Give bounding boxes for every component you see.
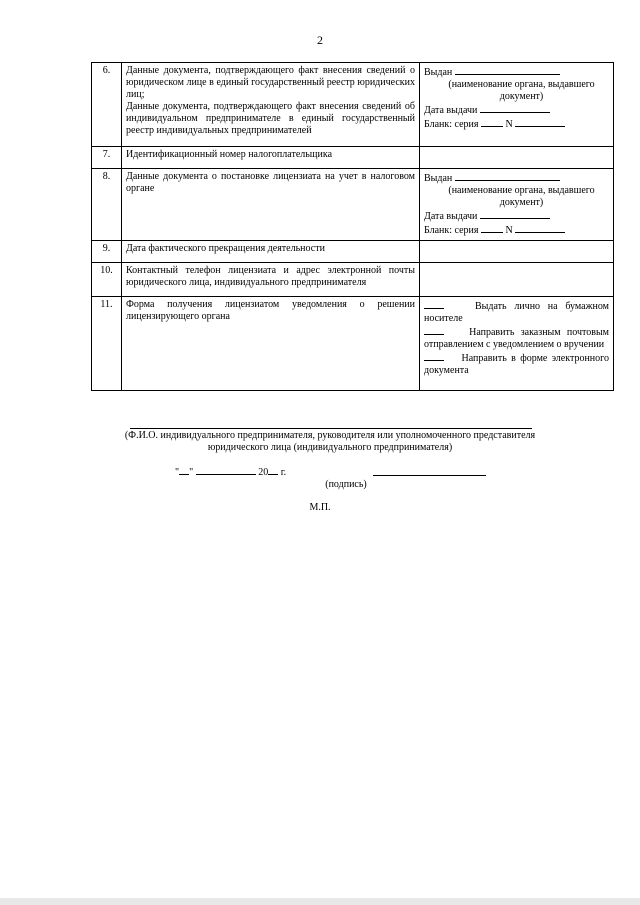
row-number: 10. bbox=[92, 263, 122, 297]
organ-hint: (наименование органа, выдавшего документ) bbox=[448, 185, 595, 208]
blank-series-label: Бланк: серия bbox=[424, 225, 479, 236]
number-sign: N bbox=[505, 119, 513, 130]
option-label: Направить заказным почтовым отправлением с уведомлением о вручении bbox=[424, 327, 609, 350]
delivery-options bbox=[420, 297, 614, 391]
option-checkbox-line[interactable] bbox=[424, 299, 444, 309]
fio-label: (Ф.И.О. индивидуального предпринимателя, руководителя или уполномоченного представителя юридического лица (индивидуального предпринимателя) bbox=[124, 430, 536, 453]
number-input-line[interactable] bbox=[515, 117, 565, 127]
number-input-line[interactable] bbox=[515, 223, 565, 233]
delivery-option[interactable] bbox=[424, 325, 609, 351]
row-description: Данные документа о постановке лицензиата на учет в налоговом органе bbox=[122, 169, 420, 241]
number-sign: N bbox=[505, 225, 513, 236]
issued-label: Выдан bbox=[424, 173, 453, 184]
document-details-field bbox=[420, 63, 614, 147]
series-input-line[interactable] bbox=[481, 223, 503, 233]
issue-date-label: Дата выдачи bbox=[424, 211, 478, 222]
issued-input-line[interactable] bbox=[455, 65, 560, 75]
stamp-placeholder: М.П. bbox=[309, 502, 331, 513]
year-input-line[interactable] bbox=[268, 465, 278, 475]
scan-edge bbox=[0, 898, 640, 905]
series-input-line[interactable] bbox=[481, 117, 503, 127]
row-number: 9. bbox=[92, 241, 122, 263]
document-details-field bbox=[420, 169, 614, 241]
row-description bbox=[122, 63, 420, 147]
day-input-line[interactable] bbox=[179, 465, 189, 475]
row-description: Дата фактического прекращения деятельности bbox=[122, 241, 420, 263]
blank-series-label: Бланк: серия bbox=[424, 119, 479, 130]
row-description: Контактный телефон лицензиата и адрес электронной почты юридического лица, индивидуального предпринимателя bbox=[122, 263, 420, 297]
issued-input-line[interactable] bbox=[455, 171, 560, 181]
page-number: 2 bbox=[317, 33, 323, 47]
table-row bbox=[92, 169, 614, 241]
issued-label: Выдан bbox=[424, 67, 453, 78]
table-row bbox=[92, 63, 614, 147]
row-number: 7. bbox=[92, 147, 122, 169]
issue-date-input-line[interactable] bbox=[480, 103, 550, 113]
signature-label: (подпись) bbox=[325, 479, 367, 490]
description-text: Данные документа, подтверждающего факт внесения сведений о юридическом лице в единый государственный реестр юридических лиц; bbox=[126, 65, 415, 100]
date-row bbox=[175, 465, 286, 479]
row-description: Идентификационный номер налогоплательщика bbox=[122, 147, 420, 169]
row-number: 11. bbox=[92, 297, 122, 391]
fio-signature-line[interactable] bbox=[130, 428, 532, 429]
delivery-option[interactable] bbox=[424, 351, 609, 377]
termination-date-field[interactable] bbox=[420, 241, 614, 263]
description-text: Данные документа, подтверждающего факт внесения сведений об индивидуальном предпринимателе в единый государственный реестр индивидуальных предпринимателей bbox=[126, 101, 415, 136]
row-number: 6. bbox=[92, 63, 122, 147]
year-suffix: г. bbox=[280, 467, 287, 478]
issue-date-label: Дата выдачи bbox=[424, 105, 478, 116]
organ-hint: (наименование органа, выдавшего документ) bbox=[448, 79, 595, 102]
option-label: Направить в форме электронного документа bbox=[424, 353, 610, 376]
table-row bbox=[92, 147, 614, 169]
table-row bbox=[92, 241, 614, 263]
delivery-option[interactable] bbox=[424, 299, 609, 325]
date-close-quote: " bbox=[189, 467, 194, 478]
signature-line[interactable] bbox=[373, 475, 486, 476]
option-checkbox-line[interactable] bbox=[424, 351, 444, 361]
table-row bbox=[92, 263, 614, 297]
inn-field[interactable] bbox=[420, 147, 614, 169]
date-open-quote: " bbox=[175, 467, 180, 478]
row-number: 8. bbox=[92, 169, 122, 241]
year-prefix: 20 bbox=[258, 467, 269, 478]
month-input-line[interactable] bbox=[196, 465, 256, 475]
issue-date-input-line[interactable] bbox=[480, 209, 550, 219]
row-description: Форма получения лицензиатом уведомления о решении лицензирующего органа bbox=[122, 297, 420, 391]
table-row bbox=[92, 297, 614, 391]
contact-field[interactable] bbox=[420, 263, 614, 297]
option-checkbox-line[interactable] bbox=[424, 325, 444, 335]
application-table bbox=[91, 62, 614, 391]
option-label: Выдать лично на бумажном носителе bbox=[424, 301, 609, 324]
